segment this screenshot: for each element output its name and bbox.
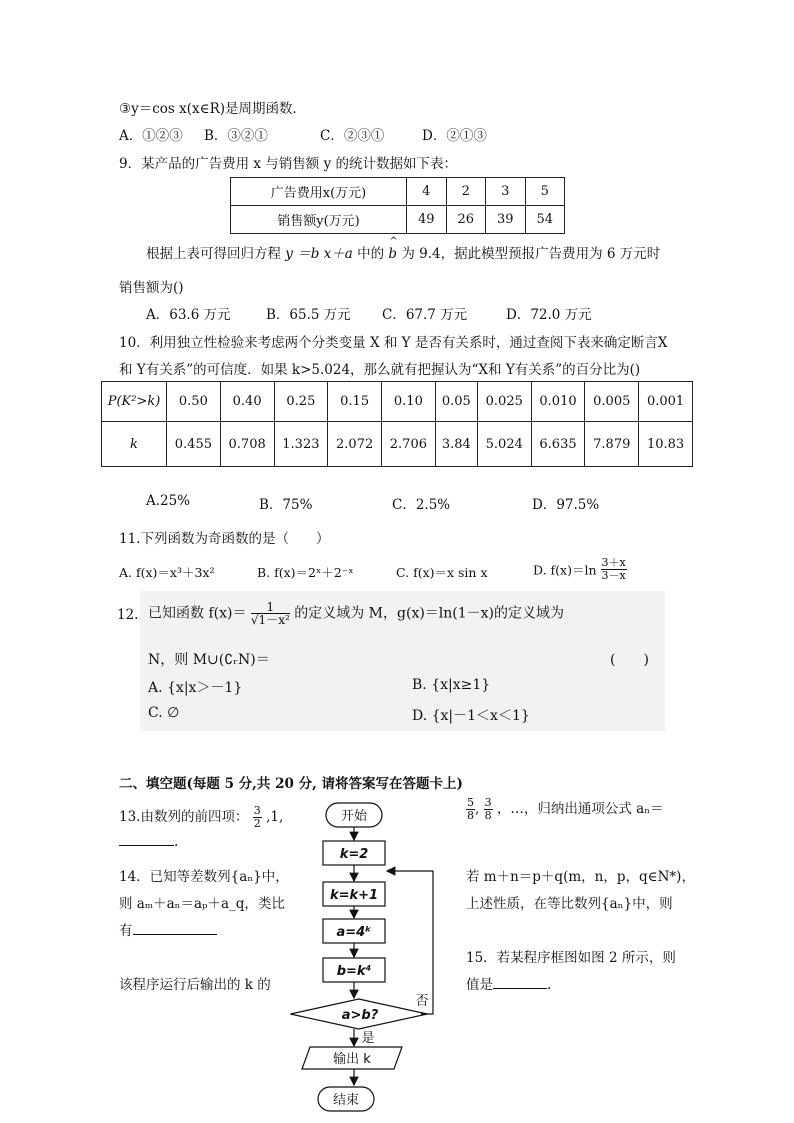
- q15-left1: 该程序运行后输出的 k 的: [119, 977, 271, 993]
- q13-answer-line: .: [119, 833, 178, 850]
- q9-option-c: C．67.7 万元: [382, 307, 468, 323]
- q9-line1-c: 为 9.4，据此模型预报广告费用为 6 万元时: [401, 246, 661, 262]
- q10-table-cell: 0.005: [585, 382, 639, 422]
- q10-option-b: B．75%: [259, 497, 313, 513]
- q8-option-a: A．①②③: [119, 128, 183, 144]
- q13-fraction-2: [466, 797, 475, 822]
- q12-number: 12.: [117, 607, 139, 623]
- q12-line1-b: 的定义域为 M，g(x)＝ln(1－x)的定义域为: [294, 605, 565, 622]
- q14-right2: 上述性质，在等比数列{aₙ}中，则: [466, 896, 673, 912]
- q10-table-cell: 0.05: [435, 382, 477, 422]
- q10-table-cell: 10.83: [639, 422, 693, 467]
- q15-right2: 值是 .: [466, 977, 552, 993]
- q10-table-cell: 0.10: [382, 382, 436, 422]
- q12-fraction: [251, 601, 290, 626]
- flowchart-loop-arrow: [387, 871, 433, 1014]
- q11-option-a: A. f(x)＝x³＋3x²: [119, 565, 215, 580]
- fraction-numerator: 3: [253, 804, 261, 817]
- q14-left3: [119, 919, 217, 939]
- q9-line1-b: 中的: [357, 246, 385, 262]
- q8-item3: ③y＝cos x(x∈R)是周期函数．: [119, 101, 307, 117]
- q9-table-label: 广告费用x(万元): [231, 178, 407, 206]
- flowchart-condition-label: a>b?: [341, 1008, 379, 1023]
- q11-stem: 11.下列函数为奇函数的是（ ）: [119, 531, 330, 547]
- q9-option-b: B．65.5 万元: [266, 307, 351, 323]
- q10-table-cell: 0.010: [531, 382, 585, 422]
- q11-option-d: [533, 557, 627, 582]
- q13-right: $\frac{5}{8}$ , $\frac{3}{8}$ ，…，归纳出通项公式 aₙ＝: [467, 796, 664, 822]
- q10-option-c: C．2.5%: [392, 497, 451, 513]
- q9-table-cell: 26: [446, 206, 486, 234]
- fraction-numerator: 5: [467, 796, 474, 809]
- q9-table-cell: 49: [407, 206, 447, 234]
- q15-right2-text: 值是: [466, 977, 493, 993]
- q8-option-b: B．③②①: [204, 128, 268, 144]
- q10-line2: 和 Y有关系”的可信度．如果 k>5.024，那么就有把握认为“X和 Y有关系”的百分比为(): [119, 362, 641, 378]
- q9-option-d: D．72.0 万元: [506, 307, 592, 323]
- q8-option-d: D．②①③: [422, 128, 487, 144]
- q10-table-cell: 0.708: [220, 422, 274, 467]
- q10-option-a: A.25%: [146, 493, 191, 509]
- q10-table-cell: 0.025: [477, 382, 531, 422]
- q10-table-label: k: [102, 422, 167, 467]
- flowchart-yes-label: 是: [361, 1031, 375, 1046]
- q9-option-a: A．63.6 万元: [146, 307, 231, 323]
- q10-table-cell: 0.50: [167, 382, 221, 422]
- flowchart-kk1-label: k=k+1: [329, 888, 379, 903]
- q10-table-cell: 0.25: [274, 382, 328, 422]
- q10-option-d: D．97.5%: [532, 497, 600, 513]
- q9-line1: [146, 242, 660, 262]
- q10-table-cell: 0.455: [167, 422, 221, 467]
- q10-table-label: P(K²>k): [102, 382, 167, 422]
- section-heading: 二、填空题(每题 5 分,共 20 分, 请将答案写在答题卡上): [119, 776, 463, 792]
- q9-table-cell: 2: [446, 178, 486, 206]
- q10-table-cell: 2.706: [382, 422, 436, 467]
- q13-fraction-1: [253, 805, 262, 830]
- q14-left2: 则 aₘ＋aₙ＝aₚ＋a_q，类比: [119, 896, 285, 912]
- q9-regression-equation: y ＝b x＋a: [285, 246, 353, 262]
- q12-option-a: A. {x|x＞－1}: [148, 680, 243, 696]
- q15-right1: 15．若某程序框图如图 2 所示，则: [466, 950, 676, 966]
- flowchart-k2-label: k=2: [339, 847, 369, 862]
- q10-table-cell: 6.635: [531, 422, 585, 467]
- q13-right-text: ，…，归纳出通项公式 aₙ＝: [496, 801, 664, 817]
- q9-table-cell: 4: [407, 178, 447, 206]
- q9-b-hat: ^ b: [388, 246, 397, 262]
- q9-table-label: 销售额y(万元): [231, 206, 407, 234]
- flowchart-b-label: b=k⁴: [336, 964, 372, 979]
- q12-option-b: B. {x|x≥1}: [412, 677, 491, 693]
- fraction-denominator: √1－x²: [250, 613, 290, 627]
- fraction-numerator: 1: [251, 601, 290, 614]
- flowchart-start-label: 开始: [340, 809, 368, 824]
- q12-line1-a: 已知函数 f(x)＝: [148, 605, 247, 622]
- q14-left3-text: 有: [119, 923, 133, 939]
- q14-left1: 14．已知等差数列{aₙ}中，: [119, 869, 289, 885]
- q8-option-c: C．②③①: [320, 128, 385, 144]
- q12-scan-block: [140, 591, 665, 731]
- q12-line1: [148, 601, 564, 626]
- q12-paren: ( ): [610, 652, 649, 668]
- q11-option-b: B. f(x)＝2ˣ＋2⁻ˣ: [257, 565, 354, 580]
- q9-table-cell: 39: [486, 206, 526, 234]
- flowchart-no-label: 否: [415, 994, 429, 1009]
- q12-option-d: D. {x|－1＜x＜1}: [412, 708, 530, 724]
- fraction-numerator: 3: [484, 796, 492, 809]
- q10-line1: 10．利用独立性检验来考虑两个分类变量 X 和 Y 是否有关系时，通过查阅下表来确定断言X: [119, 335, 668, 351]
- q11-option-d-fraction: [601, 557, 627, 582]
- flowchart-output-label: 输出 k: [333, 1052, 371, 1067]
- q9-table-cell: 5: [525, 178, 565, 206]
- q13-left: [119, 805, 283, 830]
- q9-stem: 9．某产品的广告费用 x 与销售额 y 的统计数据如下表：: [119, 156, 457, 172]
- answer-blank: [133, 922, 217, 935]
- q13-fraction-3: [484, 797, 493, 822]
- q10-table-cell: 3.84: [435, 422, 477, 467]
- q13-left-a: 13.由数列的前四项：: [119, 809, 249, 825]
- q10-table-cell: 7.879: [585, 422, 639, 467]
- q9-line1-a: 根据上表可得回归方程: [146, 246, 281, 262]
- fraction-denominator: 8: [484, 809, 492, 822]
- fraction-denominator: 3－x: [601, 569, 626, 582]
- q10-table-cell: 2.072: [328, 422, 382, 467]
- q9-table-cell: 54: [525, 206, 565, 234]
- flowchart: [290, 795, 450, 1120]
- q10-table-cell: 0.40: [220, 382, 274, 422]
- fraction-denominator: 8: [467, 809, 474, 822]
- q10-table-cell: 1.323: [274, 422, 328, 467]
- q13-left-b: ,1,: [266, 809, 284, 825]
- answer-blank: [493, 976, 547, 989]
- q10-table-cell: 0.15: [328, 382, 382, 422]
- q12-line2: N，则 M∪(∁ᵣN)＝: [148, 652, 270, 668]
- q14-right1: 若 m＋n＝p＋q(m，n，p，q∈N*)，: [466, 869, 695, 885]
- q9-table-cell: 3: [486, 178, 526, 206]
- flowchart-end-label: 结束: [332, 1093, 360, 1108]
- q12-option-c: C. ∅: [148, 705, 180, 721]
- fraction-denominator: 2: [253, 817, 261, 830]
- q9-table: [230, 177, 565, 234]
- q10-table-cell: 5.024: [477, 422, 531, 467]
- q10-table: [101, 381, 693, 467]
- q11-option-c: C. f(x)＝x sin x: [396, 565, 488, 580]
- q9-line2: 销售额为(): [119, 280, 184, 296]
- flowchart-a-label: a=4ᵏ: [336, 925, 372, 940]
- q11-option-d-text: D. f(x)＝ln: [533, 562, 597, 578]
- fraction-numerator: 3＋x: [601, 556, 626, 569]
- q10-table-cell: 0.001: [639, 382, 693, 422]
- answer-blank: [119, 833, 174, 846]
